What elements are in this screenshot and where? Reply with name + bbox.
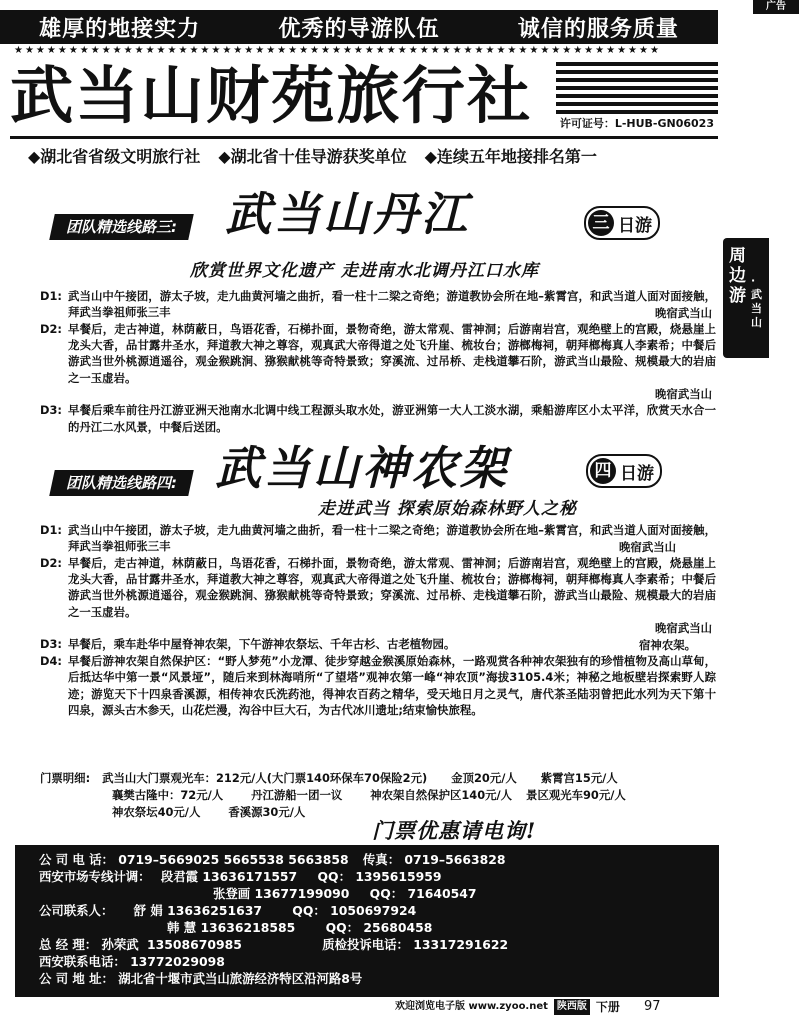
contact-phone-row: 公 司 电 话： 0719–5669025 5665538 5663858 传真： 0719–5663828 <box>39 852 506 867</box>
route3-days-num: 三 <box>588 210 614 236</box>
route3-day1-stay: 晚宿武当山 <box>655 305 712 320</box>
page-number: 97 <box>643 999 661 1014</box>
route3-day1: D1: 武当山中午接团，游太子坡，走九曲黄河墙之曲折，看一柱十二梁之奇绝；游道教协会所在地–紫霄宫，和武当道人面对面接触，拜武当拳祖师张三丰 <box>40 289 716 320</box>
route3-subtitle: 欣赏世界文化遗产 走进南水北调丹江口水库 <box>190 261 539 281</box>
contact-liaison-row-1: 公司联系人： 舒 娟 13636251637 QQ： 1050697924 <box>39 903 417 918</box>
side-tab <box>723 238 769 358</box>
route4-days-unit: 日游 <box>620 463 654 484</box>
slogan-3: 诚信的服务质量 <box>517 16 679 42</box>
contact-address-row: 公 司 地 址： 湖北省十堰市武当山旅游经济特区沿河路8号 <box>39 971 363 986</box>
route4-itinerary <box>40 522 716 718</box>
route4-days-num: 四 <box>590 458 616 484</box>
page-footer <box>395 999 795 1015</box>
honor-3: ◆连续五年地接排名第一 <box>424 147 597 166</box>
route3-days-badge <box>584 206 660 240</box>
route3-day3: D3: 早餐后乘车前往丹江游亚洲天池南水北调中线工程源头取水处，游亚洲第一大人工淡水湖，乘船游库区小太平洋，欣赏天水合一的丹江二水风景，中餐后送团。 <box>40 403 716 434</box>
route3-day2: D2: 早餐后，走古神道，林荫蔽日，鸟语花香，石梯扑面，景物奇绝，游太常观、雷神洞；后游南岩宫，观绝壁上的宫殿，烧悬崖上龙头大香，品甘露井圣水，拜道教大神之尊容，观真武大帝得道之处飞升崖、梳妆台；游榔梅祠，朝拜榔梅真人李素希；中餐后游武当世外桃源逍遥谷，观金猴跳涧、猕猴献桃等奇特景致；穿溪流、过吊桥、走栈道攀石阶，游武当山最险、规模最大的岩庙之一玉虚岩。 <box>40 321 716 385</box>
route4-days-badge <box>586 454 662 488</box>
route4-title: 武当山神农架 <box>215 441 509 495</box>
route4-label: 团队精选线路四: <box>49 470 194 496</box>
footer-text: 欢迎浏览电子版 www.zyoo.net <box>395 1001 548 1012</box>
route3-days-unit: 日游 <box>618 215 652 236</box>
route4-day2-stay: 晚宿武当山 <box>655 621 712 636</box>
route3-title: 武当山丹江 <box>225 187 470 241</box>
route3-label: 团队精选线路三: <box>49 214 194 240</box>
ticket-row-3: 神农祭坛40元/人 香溪源30元/人 <box>112 805 306 819</box>
ticket-details <box>40 770 716 821</box>
route3-itinerary <box>40 288 716 435</box>
title-underline <box>10 136 718 139</box>
route4-day4: D4: 早餐后游神农架自然保护区：“野人梦苑”小龙潭、徒步穿越金猴溪原始森林，一路观赏各种神农架独有的珍惜植物及高山草甸，后抵达华中第一景“风景垭”，随后来到林海哨所“了望塔”观神农第一峰“神农顶”海拔3105.4米；神秘之地板壁岩探索野人踪迹；游览天下十四泉香溪源，相传神农氏洗药池，得神农百药之精华，受天地日月之灵气，唐代茶圣陆羽曾把此水列为天下第十四泉，源头古木参天，山花烂漫，沟谷中巨大石，为古代冰川遗址;结束愉快旅程。 <box>40 653 716 717</box>
contact-xian-row-2: 张登画 13677199090 QQ： 71640547 <box>213 886 477 901</box>
contact-xian-row-1: 西安市场专线计调： 段君霞 13636171557 QQ： 1395615959 <box>39 869 442 884</box>
contact-block <box>15 845 719 997</box>
slogan-2: 优秀的导游队伍 <box>278 16 440 42</box>
contact-liaison-row-2: 韩 慧 13636218585 QQ： 25680458 <box>167 920 433 935</box>
side-tab-main: 周边游 <box>729 246 746 306</box>
license-number: 许可证号：L-HUB-GN06023 <box>552 115 718 133</box>
route4-day2: D2: 早餐后，走古神道，林荫蔽日，鸟语花香，石梯扑面，景物奇绝，游太常观、雷神洞；后游南岩宫，观绝壁上的宫殿，烧悬崖上龙头大香，品甘露井圣水，拜道教大神之尊容，观真武大帝得道之处飞升崖、梳妆台；游榔梅祠，朝拜榔梅真人李素希；中餐后游武当世外桃源逍遥谷，观金猴跳涧、猕猴献桃等奇特景致；穿溪流、过吊桥、走栈道攀石阶，游武当山最险、规模最大的岩庙之一玉虚岩。 <box>40 555 716 619</box>
side-tab-sub: ·武当山 <box>751 274 762 329</box>
star-divider: ★★★★★★★★★★★★★★★★★★★★★★★★★★★★★★★★★★★★★★★★★★★★★★★★★★★★★★★★★★★ <box>14 45 661 56</box>
honors-row <box>28 144 718 170</box>
route3-day2-stay: 晚宿武当山 <box>655 387 712 402</box>
contact-gm-row: 总 经 理： 孙荣武 13508670985 质检投诉电话： 13317291622 <box>39 937 509 952</box>
route4-day3: D3: 早餐后，乘车赴华中屋脊神农架，下午游神农祭坛、千年古杉、古老植物园。 <box>40 637 456 652</box>
honor-2: ◆湖北省十佳导游获奖单位 <box>218 147 407 166</box>
route4-day1-stay: 晚宿武当山 <box>619 539 676 554</box>
ad-tag: 广告 <box>753 0 799 14</box>
slogan-1: 雄厚的地接实力 <box>39 16 201 42</box>
route4-day1: D1: 武当山中午接团，游太子坡，走九曲黄河墙之曲折，看一柱十二梁之奇绝；游道教协会所在地–紫霄宫，和武当道人面对面接触，拜武当拳祖师张三丰 <box>40 523 716 554</box>
route4-day3-stay: 宿神农架。 <box>639 637 696 652</box>
contact-xian-liaison-row: 西安联系电话： 13772029098 <box>39 954 225 969</box>
volume-label: 下册 <box>595 1000 620 1014</box>
promo-text: 门票优惠请电询! <box>372 818 537 843</box>
ticket-row-2: 襄樊古隆中：72元/人 丹江游船一团一议 神农架自然保护区140元/人 景区观光车90元/人 <box>112 788 626 802</box>
slogan-bar <box>0 10 718 44</box>
edition-badge: 陕西版 <box>554 999 590 1015</box>
honor-1: ◆湖北省省级文明旅行社 <box>28 147 201 166</box>
agency-title: 武当山财苑旅行社 <box>10 59 533 132</box>
ticket-row-1: 门票明细: 武当山大门票观光车：212元/人(大门票140环保车70保险2元) 金顶20元/人 紫霄宫15元/人 <box>40 771 618 785</box>
route4-subtitle: 走进武当 探索原始森林野人之秘 <box>318 499 577 519</box>
